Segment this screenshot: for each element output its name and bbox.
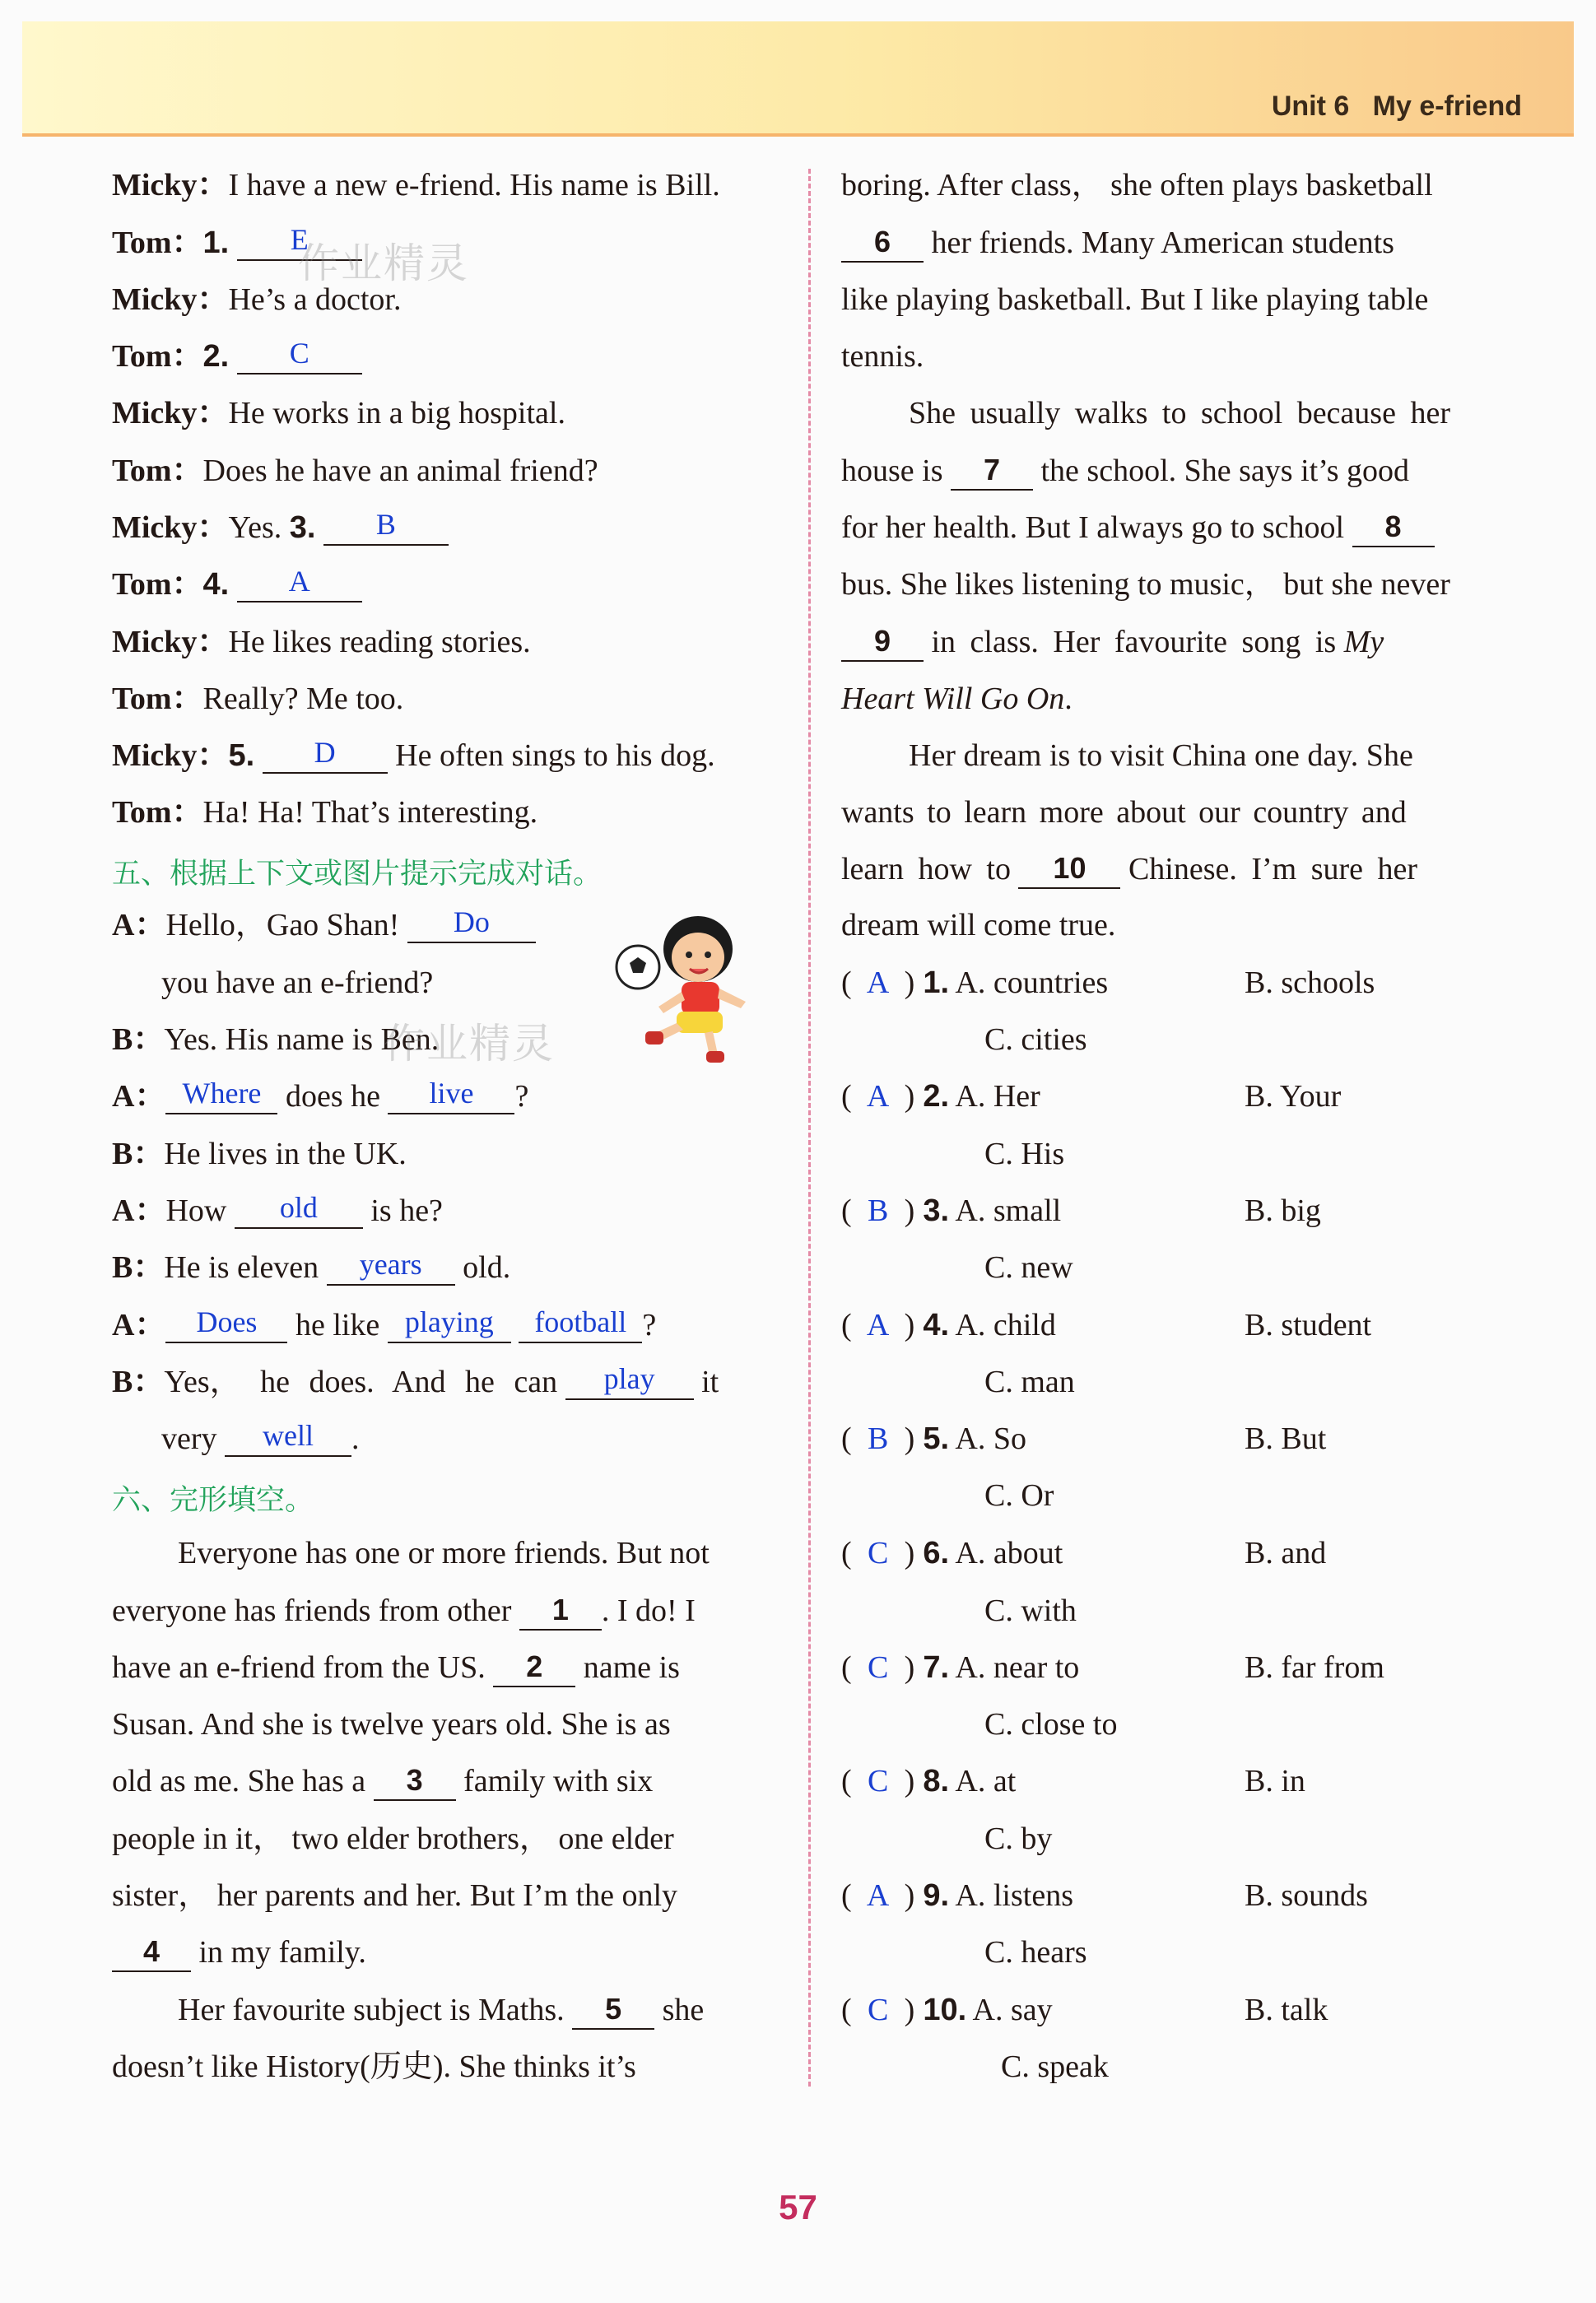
answer-blank[interactable]: B xyxy=(323,508,449,546)
passage-line: Her dream is to visit China one day. She xyxy=(909,738,1413,773)
section-5-heading: 五、根据上下文或图片提示完成对话。 xyxy=(112,858,603,891)
answer-blank[interactable]: well xyxy=(225,1419,351,1457)
cloze-blank[interactable]: 2 xyxy=(493,1649,575,1687)
passage-line: for her health. But I always go to school 8 xyxy=(841,508,1435,547)
cloze-blank[interactable]: 4 xyxy=(112,1934,191,1972)
choice-answer[interactable]: B xyxy=(867,1421,889,1456)
section-6-heading: 六、完形填空。 xyxy=(112,1484,314,1517)
answer-blank[interactable]: football xyxy=(519,1305,642,1343)
dialogue-line: Tom：Really? Me too. xyxy=(112,682,404,716)
option-c: C. with xyxy=(984,1593,1077,1628)
section5-line: A：How old is he? xyxy=(112,1191,443,1228)
cloze-blank[interactable]: 5 xyxy=(572,1992,654,2030)
cloze-blank[interactable]: 3 xyxy=(374,1763,456,1801)
column-divider xyxy=(808,169,811,2087)
passage-line: like playing basketball. But I like playing table xyxy=(841,282,1429,317)
cloze-blank[interactable]: 9 xyxy=(841,624,924,662)
cloze-blank[interactable]: 7 xyxy=(951,453,1033,491)
option-c: C. speak xyxy=(1001,2049,1109,2084)
passage-line: have an e-friend from the US. 2 name is xyxy=(112,1648,680,1687)
option-b: B. and xyxy=(1245,1536,1327,1570)
passage-line: boring. After class， she often plays basketball xyxy=(841,168,1433,202)
option-c: C. His xyxy=(984,1137,1065,1171)
dialogue-line: Tom：Does he have an animal friend? xyxy=(112,454,598,488)
choice-answer[interactable]: A xyxy=(866,1878,890,1913)
passage-line: house is 7 the school. She says it’s good xyxy=(841,451,1409,491)
choice-answer[interactable]: A xyxy=(866,1079,890,1114)
section5-line: B：He is eleven years old. xyxy=(112,1248,511,1285)
passage-line: sister， her parents and her. But I’m the only xyxy=(112,1878,678,1913)
section5-line: B：Yes. His name is Ben. xyxy=(112,1022,440,1057)
passage-line: Heart Will Go On. xyxy=(841,682,1073,716)
option-b: B. schools xyxy=(1245,965,1375,1000)
option-c: C. hears xyxy=(984,1935,1087,1970)
passage-line: 9 in class. Her favourite song is My xyxy=(841,622,1384,662)
passage-line: old as me. She has a 3 family with six xyxy=(112,1761,653,1801)
answer-blank[interactable]: C xyxy=(237,337,362,375)
choice-answer[interactable]: C xyxy=(867,1536,889,1570)
option-c: C. new xyxy=(984,1250,1073,1285)
passage-line: Her favourite subject is Maths. 5 she xyxy=(178,1990,704,2030)
watermark: 作业精灵 xyxy=(298,240,469,287)
passage-line: 4 in my family. xyxy=(112,1933,366,1972)
passage-line: learn how to 10 Chinese. I’m sure her xyxy=(841,849,1417,889)
dialogue-line: Tom：1. E xyxy=(112,223,362,263)
answer-blank[interactable]: Where xyxy=(165,1077,277,1114)
answer-blank[interactable]: play xyxy=(565,1362,694,1400)
dialogue-line: Micky：He works in a big hospital. xyxy=(112,396,565,430)
passage-line: Susan. And she is twelve years old. She is as xyxy=(112,1707,671,1742)
answer-blank[interactable]: E xyxy=(237,223,362,261)
option-b: B. student xyxy=(1245,1308,1372,1342)
choice-answer[interactable]: C xyxy=(867,1764,889,1798)
unit-name: My e-friend xyxy=(1372,91,1522,122)
dialogue-line: Tom：2. C xyxy=(112,337,362,376)
unit-title xyxy=(1272,91,1522,123)
option-b: B. Your xyxy=(1245,1079,1342,1114)
section5-line: A： Does he like playing football ? xyxy=(112,1305,657,1342)
passage-line: bus. She likes listening to music， but she never xyxy=(841,567,1450,602)
dialogue-line: Tom：Ha! Ha! That’s interesting. xyxy=(112,795,538,830)
dialogue-line: Micky：I have a new e-friend. His name is Bill. xyxy=(112,168,720,202)
choice-answer[interactable]: C xyxy=(867,1650,889,1685)
unit-label: Unit 6 xyxy=(1271,91,1350,122)
option-b: B. in xyxy=(1245,1764,1305,1798)
section5-line: B：Yes， he does. And he can play it xyxy=(112,1362,719,1399)
cloze-blank[interactable]: 6 xyxy=(841,225,924,263)
page-number: 57 xyxy=(779,2188,817,2226)
passage-line: 6 her friends. Many American students xyxy=(841,223,1394,263)
dialogue-line: Micky：He’s a doctor. xyxy=(112,282,402,317)
cloze-blank[interactable]: 1 xyxy=(519,1593,602,1631)
passage-line: tennis. xyxy=(841,339,924,374)
answer-blank[interactable]: Does xyxy=(165,1305,287,1343)
option-b: B. talk xyxy=(1245,1993,1328,2027)
option-c: C. by xyxy=(984,1821,1053,1856)
choice-answer[interactable]: B xyxy=(867,1193,889,1228)
passage-line: everyone has friends from other 1 . I do! I xyxy=(112,1591,696,1631)
dialogue-line: Tom：4. A xyxy=(112,565,362,604)
section5-line: you have an e-friend? xyxy=(161,965,434,1000)
boy-playing-football-illustration xyxy=(609,910,757,1066)
option-c: C. Or xyxy=(984,1478,1054,1513)
header-rule xyxy=(22,133,1574,137)
option-c: C. man xyxy=(984,1365,1075,1399)
dialogue-line: Micky：He likes reading stories. xyxy=(112,625,531,659)
passage-line: people in it， two elder brothers， one elder xyxy=(112,1821,674,1856)
section5-line: very well . xyxy=(161,1419,360,1456)
answer-blank[interactable]: years xyxy=(327,1248,455,1286)
passage-line: Everyone has one or more friends. But not xyxy=(178,1536,710,1570)
cloze-blank[interactable]: 8 xyxy=(1352,509,1435,547)
option-c: C. cities xyxy=(984,1022,1087,1057)
watermark: 作业精灵 xyxy=(384,1020,555,1068)
section5-line: A：Hello，Gao Shan! Do xyxy=(112,905,536,945)
passage-line: She usually walks to school because her xyxy=(909,396,1450,430)
section5-line: A： Where does he live ? xyxy=(112,1077,529,1114)
option-b: B. far from xyxy=(1245,1650,1384,1685)
dialogue-line: Micky：Yes. 3. B xyxy=(112,508,449,547)
choice-answer[interactable]: C xyxy=(867,1993,889,2027)
answer-blank[interactable]: Do xyxy=(407,905,536,943)
choice-answer[interactable]: A xyxy=(866,1308,890,1342)
answer-blank[interactable]: A xyxy=(237,565,362,603)
choice-answer[interactable]: A xyxy=(866,965,890,1000)
option-c: C. close to xyxy=(984,1707,1118,1742)
section5-line: B：He lives in the UK. xyxy=(112,1137,407,1171)
option-b: B. big xyxy=(1245,1193,1321,1228)
passage-line: wants to learn more about our country and xyxy=(841,795,1407,830)
passage-line: doesn’t like History(历史). She thinks it’s xyxy=(112,2049,636,2084)
answer-blank[interactable]: live xyxy=(388,1077,514,1114)
cloze-blank[interactable]: 10 xyxy=(1018,851,1120,889)
dialogue-line: Micky：5. D He often sings to his dog. xyxy=(112,736,715,773)
passage-line: dream will come true. xyxy=(841,908,1116,942)
answer-blank[interactable]: playing xyxy=(388,1305,511,1343)
option-b: B. sounds xyxy=(1245,1878,1368,1913)
answer-blank[interactable]: old xyxy=(235,1191,363,1229)
option-b: B. But xyxy=(1245,1421,1327,1456)
answer-blank[interactable]: D xyxy=(263,736,388,774)
